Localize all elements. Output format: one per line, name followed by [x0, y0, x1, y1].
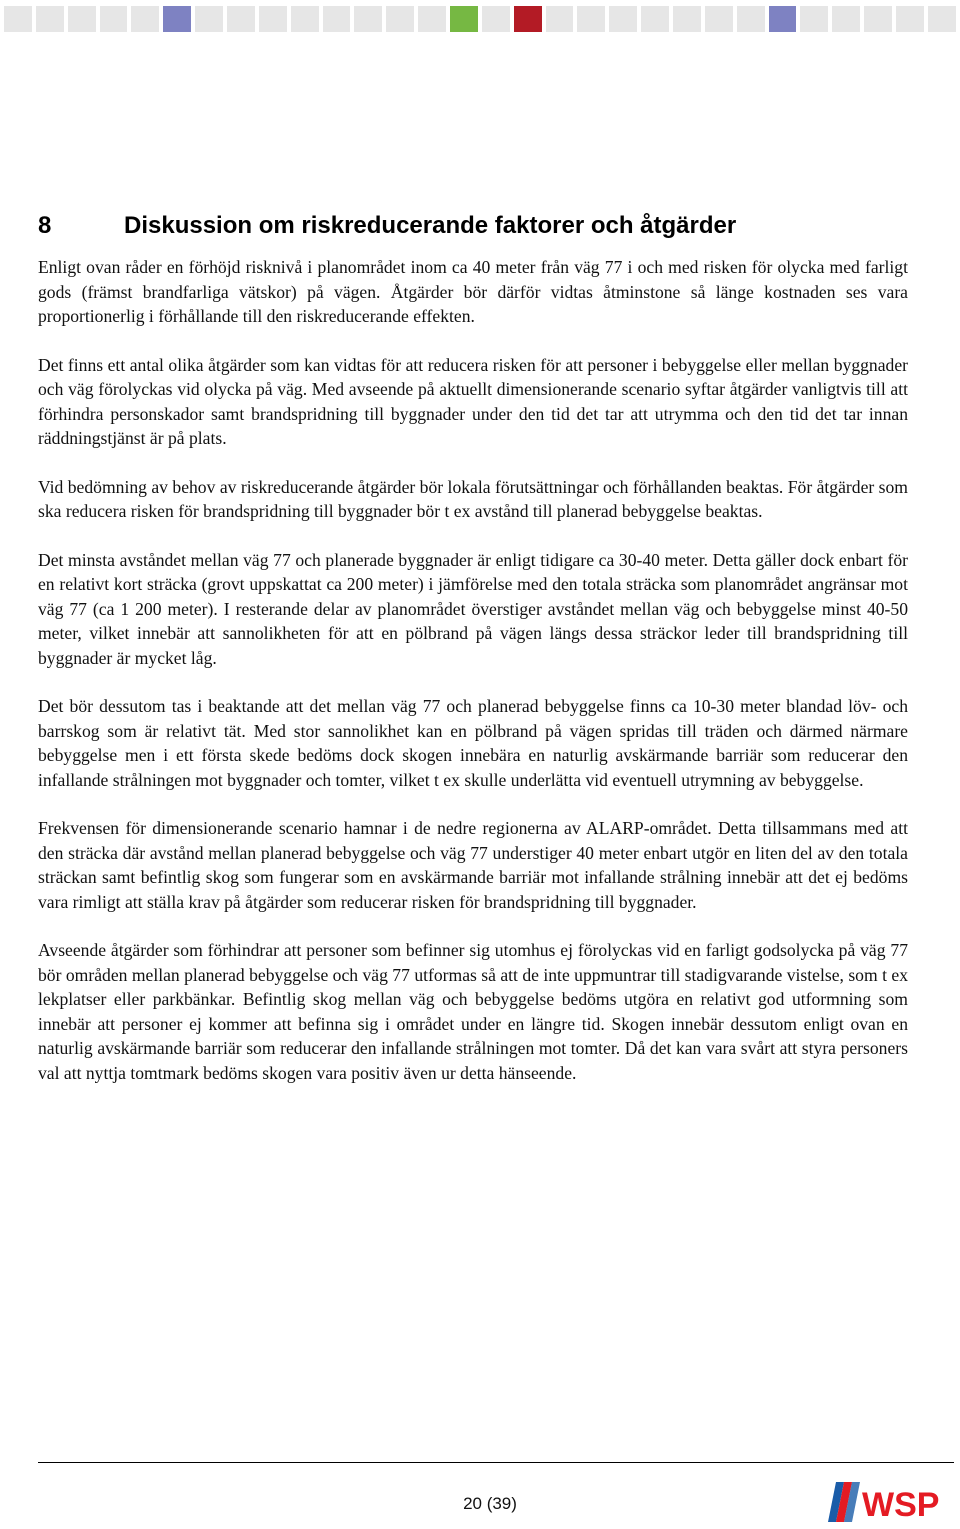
header-color-square [68, 6, 96, 32]
page-number: 20 (39) [463, 1494, 517, 1513]
header-color-square [832, 6, 860, 32]
header-color-square [227, 6, 255, 32]
header-color-square [259, 6, 287, 32]
header-color-square [514, 6, 542, 32]
header-color-square [896, 6, 924, 32]
header-color-square [577, 6, 605, 32]
body-text [38, 255, 908, 1109]
header-color-square [800, 6, 828, 32]
header-color-square [418, 6, 446, 32]
header-color-square [546, 6, 574, 32]
paragraph-7: Avseende åtgärder som förhindrar att personer som befinner sig utomhus ej förolyckas vid en farligt godsolycka på väg 77 bör områden mellan planerad bebyggelse och väg 77 utformas så att de inte uppmuntrar till stadigvarande vistelse, som t ex lekplatser eller parkbänkar. Befintlig skog mellan väg och bebyggelse bedöms utgöra en relativt god utformning som innebär att personer ej kommer att befinna sig i området under en längre tid. Skogen innebär dessutom enligt ovan en naturlig avskärmande barriär som reducerar den infallande strålningen mot tomter. Då det kan vara svårt att styra personers val att nyttja tomtmark bedöms skogen vara positiv även ur detta hänseende. [38, 940, 908, 1083]
header-color-square [864, 6, 892, 32]
header-color-square [737, 6, 765, 32]
header-color-square [100, 6, 128, 32]
header-color-square [131, 6, 159, 32]
section-heading [38, 210, 736, 242]
paragraph-1: Enligt ovan råder en förhöjd risknivå i planområdet inom ca 40 meter från väg 77 i och med risken för olycka med farligt gods (främst brandfarliga vätskor) på vägen. Åtgärder bör därför vidtas åtminstone så länge kostnaden ses vara proportionerlig i förhållande till den riskreducerande effekten. [38, 257, 908, 326]
header-color-square [195, 6, 223, 32]
header-color-square [354, 6, 382, 32]
paragraph-2: Det finns ett antal olika åtgärder som kan vidtas för att reducera risken för att personer i bebyggelse eller mellan byggnader och väg förolyckas vid olycka på väg. Med avseende på aktuellt dimensionerande scenario syftar åtgärder vanligtvis till att förhindra personskador samt brandspridning till byggnader under den tid det tar att utrymma och den tid det tar innan räddningstjänst är på plats. [38, 354, 908, 448]
header-color-bar [4, 6, 956, 32]
wsp-logo [822, 1478, 958, 1524]
header-color-square [163, 6, 191, 32]
header-color-square [36, 6, 64, 32]
header-color-square [323, 6, 351, 32]
header-color-square [4, 6, 32, 32]
header-color-square [386, 6, 414, 32]
header-color-square [609, 6, 637, 32]
header-color-square [928, 6, 956, 32]
section-title: Diskussion om riskreducerande faktorer och åtgärder [124, 212, 737, 239]
footer-divider [38, 1462, 954, 1463]
paragraph-4: Det minsta avståndet mellan väg 77 och planerade byggnader är enligt tidigare ca 30-40 meter. Detta gäller dock enbart för en relativt kort sträcka (grovt uppskattat ca 200 meter) i jämförelse med den totala sträcka som planområdet angränsar mot väg 77 (ca 1 200 meter). I resterande delar av planområdet överstiger avståndet mellan väg och bebyggelse minst 40-50 meter, vilket innebär att sannolikheten för att en pölbrand på vägen längs dessa sträckor leder till brandspridning till byggnader är mycket låg. [38, 549, 908, 668]
paragraph-5: Det bör dessutom tas i beaktande att det mellan väg 77 och planerad bebyggelse finns ca 10-30 meter blandad löv- och barrskog som är relativt tät. Med stor sannolikhet kan en pölbrand på vägen spridas till träden och därmed närmare bebyggelse men i ett första skede bedöms dock skogen innebära en naturlig avskärmande barriär som reducerar den infallande strålningen mot byggnader och tomter, vilket t ex skulle underlätta vid eventuell utrymning av bebyggelse. [38, 696, 908, 790]
header-color-square [673, 6, 701, 32]
header-color-square [769, 6, 797, 32]
paragraph-3: Vid bedömning av behov av riskreducerande åtgärder bör lokala förutsättningar och förhållanden beaktas. För åtgärder som ska reducera risken för brandspridning till byggnader bör t ex avstånd till planerad bebyggelse beaktas. [38, 476, 908, 521]
header-color-square [641, 6, 669, 32]
logo-text: WSP [862, 1486, 940, 1524]
logo-flag-icon [828, 1482, 860, 1522]
header-color-square [482, 6, 510, 32]
paragraph-6: Frekvensen för dimensionerande scenario hamnar i de nedre regionerna av ALARP-området. Detta tillsammans med att den sträcka där avstånd mellan planerad bebyggelse och väg 77 understiger 40 meter enbart utgör en liten del av den totala sträckan samt befintlig skog som fungerar som en avskärmande barriär mot infallande strålning innebär att det ej bedöms vara rimligt att ställa krav på åtgärder som reducerar risken för brandspridning till byggnader. [38, 818, 908, 912]
header-color-square [450, 6, 478, 32]
header-color-square [705, 6, 733, 32]
header-color-square [291, 6, 319, 32]
section-number: 8 [38, 212, 52, 239]
